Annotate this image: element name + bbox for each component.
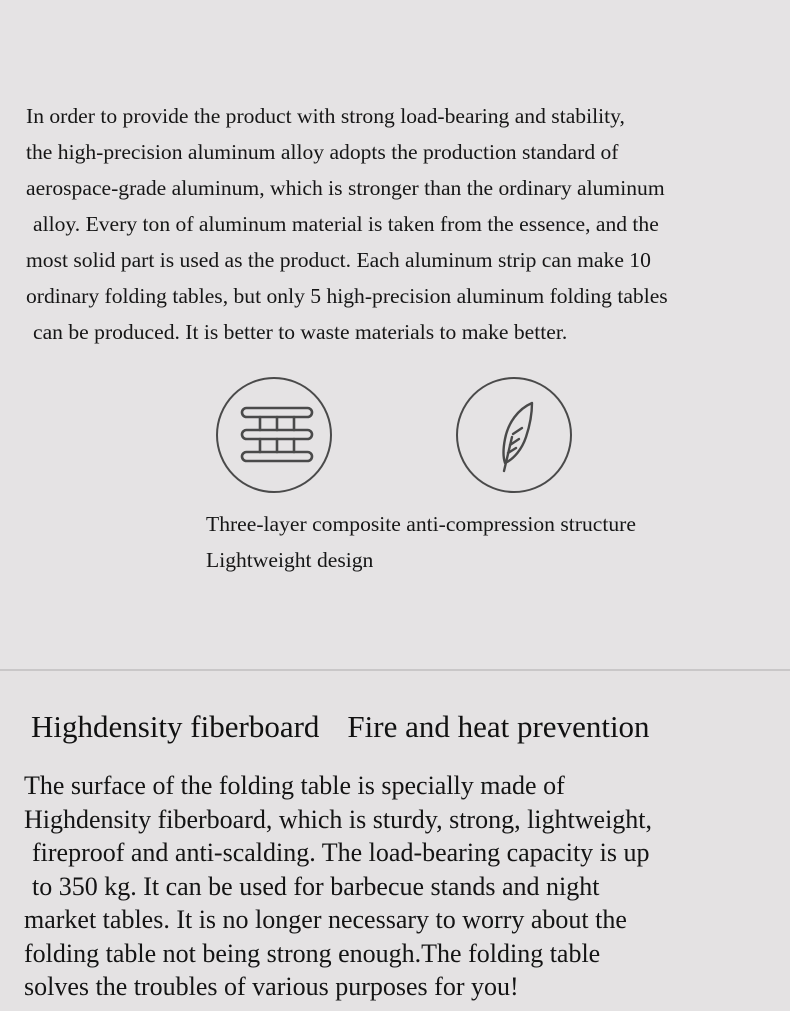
three-layer-structure-icon xyxy=(216,377,332,493)
fiberboard-description xyxy=(24,769,784,1004)
section-divider xyxy=(0,669,790,671)
intro-line: ordinary folding tables, but only 5 high-precision aluminum folding tables xyxy=(26,284,668,308)
feature-list xyxy=(206,506,636,578)
intro-line: can be produced. It is better to waste materials to make better. xyxy=(33,320,568,344)
description-line: folding table not being strong enough.The folding table xyxy=(24,938,601,968)
intro-line: the high-precision aluminum alloy adopts the production standard of xyxy=(26,140,619,164)
description-line: Highdensity fiberboard, which is sturdy, strong, lightweight, xyxy=(24,804,653,834)
description-line: solves the troubles of various purposes for you! xyxy=(24,972,519,1001)
intro-line: most solid part is used as the product. Each aluminum strip can make 10 xyxy=(26,248,651,272)
feature-item: Three-layer composite anti-compression structure xyxy=(206,512,636,536)
feature-item: Lightweight design xyxy=(206,548,374,572)
description-line: The surface of the folding table is specially made of xyxy=(24,771,565,800)
intro-paragraph xyxy=(26,98,788,350)
feather-icon xyxy=(456,377,572,493)
section-heading xyxy=(31,706,650,748)
description-line: fireproof and anti-scalding. The load-bearing capacity is up xyxy=(32,838,650,867)
intro-line: alloy. Every ton of aluminum material is taken from the essence, and the xyxy=(33,212,659,236)
intro-line: In order to provide the product with strong load-bearing and stability, xyxy=(26,104,625,128)
description-line: to 350 kg. It can be used for barbecue stands and night xyxy=(32,871,600,901)
heading-fire-heat: Fire and heat prevention xyxy=(347,709,650,744)
description-line: market tables. It is no longer necessary to worry about the xyxy=(24,905,627,934)
heading-fiberboard: Highdensity fiberboard xyxy=(31,709,320,744)
intro-line: aerospace-grade aluminum, which is stronger than the ordinary aluminum xyxy=(26,176,665,200)
